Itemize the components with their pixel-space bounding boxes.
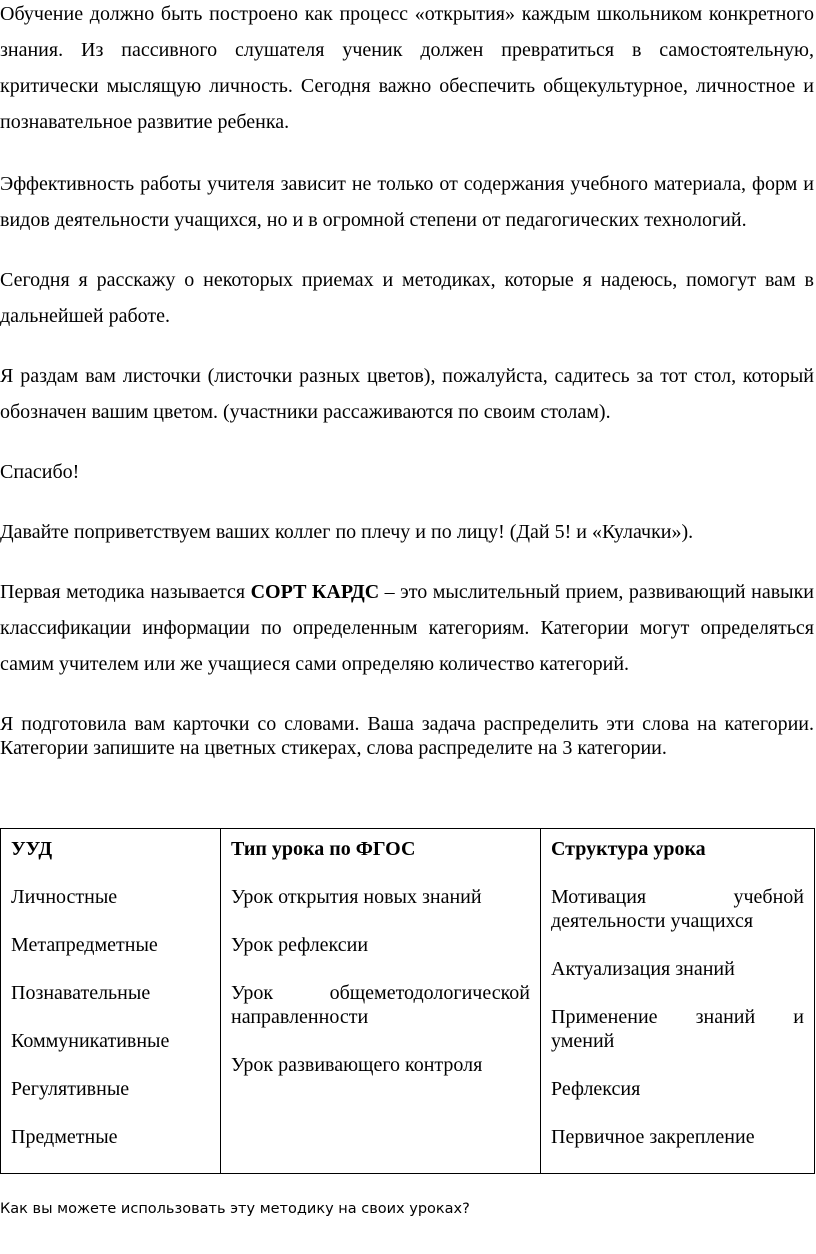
table-column-lesson-type (221, 829, 541, 1174)
table-column-lesson-structure (541, 829, 815, 1174)
table-column-uud (1, 829, 221, 1174)
paragraph-methods: Сегодня я расскажу о некоторых приемах и методиках, которые я надеюсь, помогут вам в дальнейшей работе. (0, 269, 814, 327)
sort-cards-description: – это мыслительный прием, развивающий навыки классификации информации по определенным категориям. Категории могут определяться самим учителем или же учащиеся сами определяю количество категорий. (0, 581, 815, 675)
list-item: Регулятивные (11, 1078, 130, 1100)
paragraph-task: Я подготовила вам карточки со словами. Ваша задача распределить эти слова на категории. Категории запишите на цветных стикерах, слова распределите на 3 категории. (0, 713, 814, 759)
list-item: Урок рефлексии (231, 934, 369, 956)
categories-table (0, 828, 815, 1174)
column-header-lesson-type: Тип урока по ФГОС (231, 838, 416, 860)
paragraph-effectiveness: Эффективность работы учителя зависит не только от содержания учебного материала, форм и видов деятельности учащихся, но и в огромной степени от педагогических технологий. (0, 173, 814, 231)
table-row (1, 829, 815, 1174)
paragraph-greeting: Давайте поприветствуем ваших коллег по плечу и по лицу! (Дай 5! и «Кулачки»). (0, 521, 694, 543)
paragraph-handouts: Я раздам вам листочки (листочки разных цветов), пожалуйста, садитесь за тот стол, который обозначен вашим цветом. (участники рассаживаются по своим столам). (0, 365, 814, 423)
list-item: Личностные (11, 886, 118, 908)
sort-cards-term: СОРТ КАРДС (250, 581, 380, 603)
list-item: Познавательные (11, 982, 151, 1004)
list-item: Урок открытия новых знаний (231, 886, 482, 908)
list-item: Коммуникативные (11, 1030, 170, 1052)
sort-cards-intro: Первая методика называется (0, 581, 251, 603)
list-item: Мотивация учебной деятельности учащихся (551, 886, 804, 932)
list-item: Урок развивающего контроля (231, 1054, 483, 1076)
list-item: Рефлексия (551, 1078, 641, 1100)
discussion-question: Как вы можете использовать эту методику на своих уроках? (0, 1201, 470, 1217)
paragraph-thanks: Спасибо! (0, 461, 80, 483)
column-header-lesson-structure: Структура урока (551, 838, 706, 860)
list-item: Актуализация знаний (551, 958, 735, 980)
paragraph-intro: Обучение должно быть построено как процесс «открытия» каждым школьником конкретного знания. Из пассивного слушателя ученик должен превратиться в самостоятельную, критически мыслящую личность. Сегодня важно обеспечить общекультурное, личностное и познавательное развитие ребенка. (0, 3, 814, 133)
list-item: Первичное закрепление (551, 1126, 755, 1148)
list-item: Применение знаний и умений (551, 1006, 804, 1052)
paragraph-sort-cards (0, 574, 814, 682)
list-item: Предметные (11, 1126, 118, 1148)
list-item: Урок общеметодологической направленности (231, 982, 530, 1028)
list-item: Метапредметные (11, 934, 158, 956)
column-header-uud: УУД (11, 838, 53, 860)
